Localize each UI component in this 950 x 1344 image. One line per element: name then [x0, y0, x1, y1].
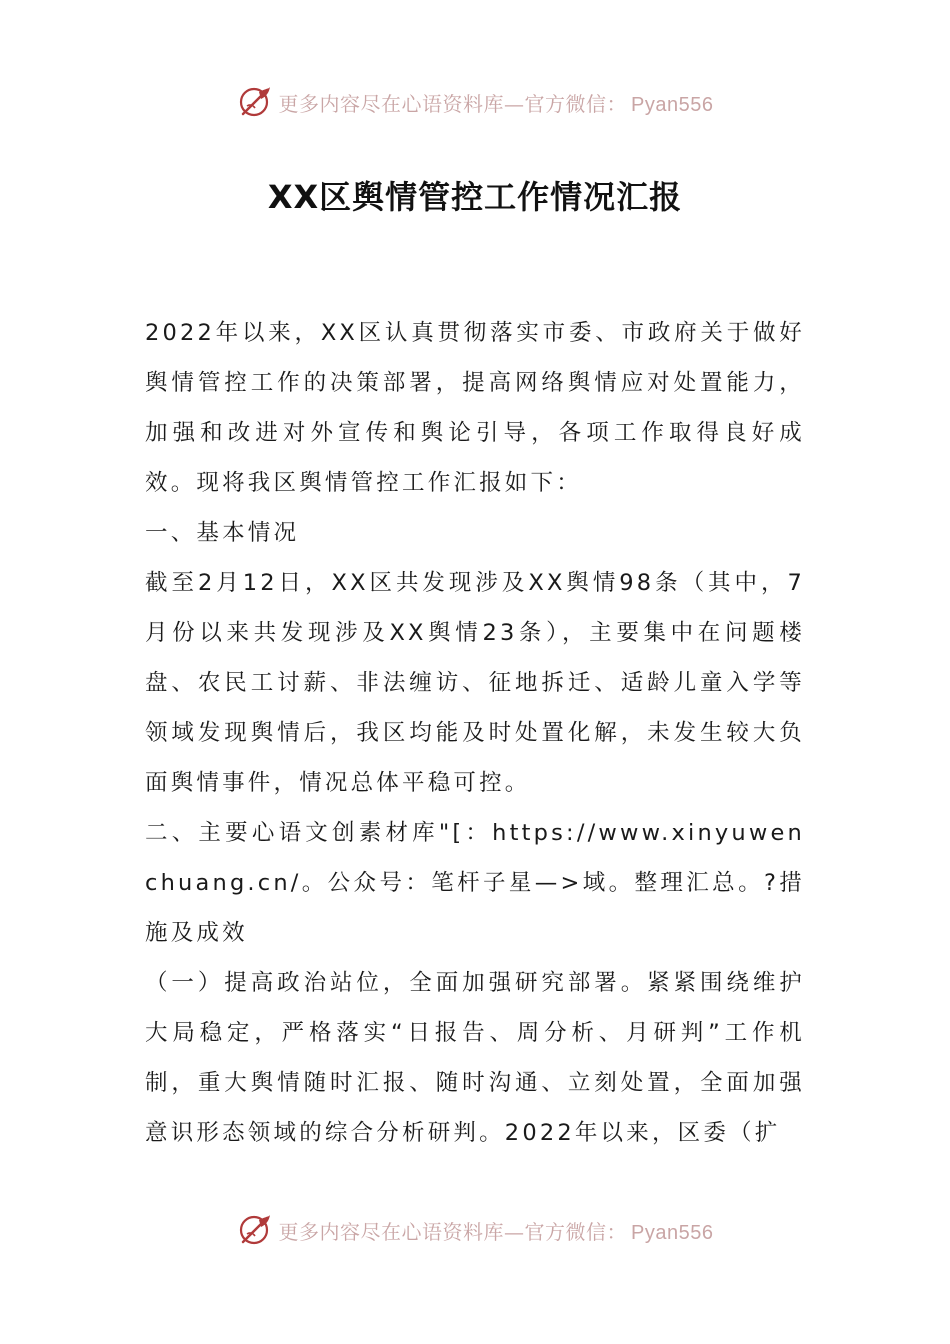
paragraph-basic: 截至2月12日，XX区共发现涉及XX舆情98条（其中，7月份以来共发现涉及XX舆情23条），主要集中在问题楼盘、农民工讨薪、非法缠访、征地拆迁、适龄儿童入学等领域发现舆情后，我区均能及时处置化解，未发生较大负面舆情事件，情况总体平稳可控。: [145, 570, 805, 796]
quill-logo-icon: [237, 1212, 273, 1248]
watermark-text: 更多内容尽在心语资料库—官方微信： Pyan556: [278, 1219, 714, 1244]
watermark-text: 更多内容尽在心语资料库—官方微信： Pyan556: [278, 91, 714, 116]
quill-logo-icon: [237, 84, 273, 120]
paragraph-intro: 2022年以来，XX区认真贯彻落实市委、市政府关于做好舆情管控工作的决策部署，提高网络舆情应对处置能力，加强和改进对外宣传和舆论引导，各项工作取得良好成效。现将我区舆情管控工作汇报如下：: [145, 320, 805, 496]
paragraph-measure-1: （一）提高政治站位，全面加强研究部署。紧紧围绕维护大局稳定，严格落实“日报告、周分析、月研判”工作机制，重大舆情随时汇报、随时沟通、立刻处置，全面加强意识形态领域的综合分析研判。2022年以来，区委（扩: [145, 970, 805, 1146]
document-title: XX区舆情管控工作情况汇报: [267, 178, 683, 216]
document-body: [145, 308, 805, 1158]
header-watermark: [0, 80, 950, 124]
section-heading-measures: 二、主要心语文创素材库"[：https://www.xinyuwenchuang.cn/。公众号：笔杆子星—>域。整理汇总。?措施及成效: [145, 820, 805, 946]
footer-watermark: [0, 1208, 950, 1252]
section-heading-basic: 一、基本情况: [145, 520, 300, 546]
